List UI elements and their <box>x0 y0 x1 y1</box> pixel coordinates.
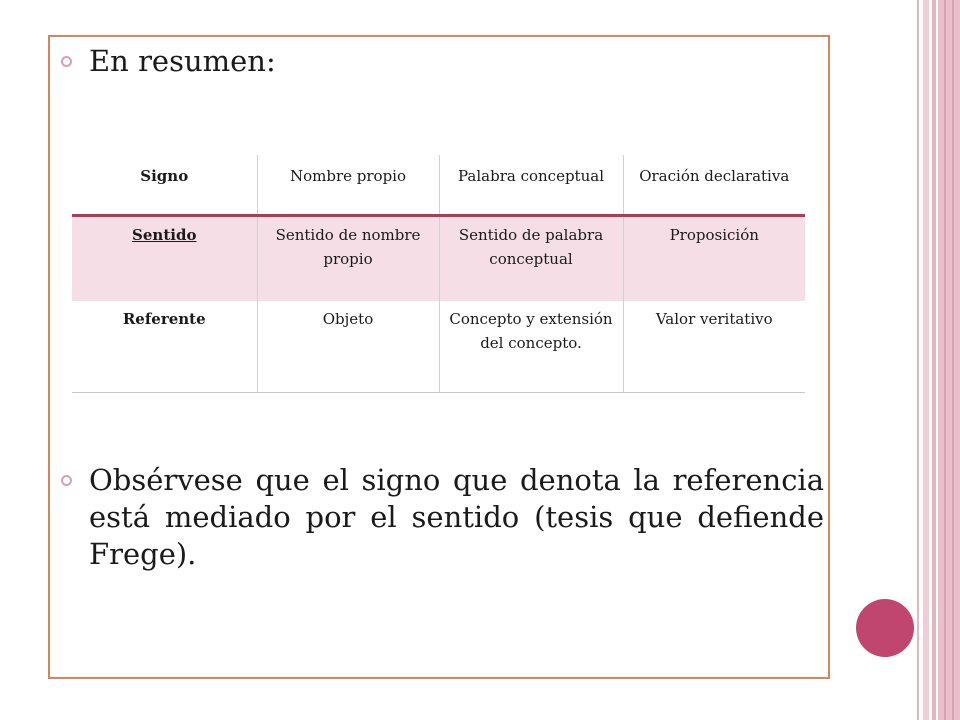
table-cell: Palabra conceptual <box>439 155 623 215</box>
summary-table <box>72 155 805 393</box>
decorative-stripe <box>917 0 919 720</box>
table-cell: Proposición <box>623 215 805 301</box>
table-header-row <box>72 155 805 215</box>
decorative-stripe <box>938 0 960 720</box>
bullet-icon <box>61 56 72 67</box>
table-cell: Sentido de nombre propio <box>257 215 439 301</box>
table-cell: Referente <box>122 310 206 328</box>
slide-heading: En resumen: <box>89 44 276 78</box>
table-cell: Sentido <box>72 215 257 301</box>
table-cell: Valor veritativo <box>623 301 805 392</box>
table-cell: Oración declarativa <box>623 155 805 215</box>
decorative-stripe <box>952 0 954 720</box>
table-cell: Nombre propio <box>257 155 439 215</box>
table-cell: Objeto <box>257 301 439 392</box>
table-row <box>72 301 805 392</box>
decorative-circle <box>856 599 914 657</box>
bullet-icon <box>61 475 72 486</box>
table-row <box>72 215 805 301</box>
slide-paragraph: Obsérvese que el signo que denota la referencia está mediado por el sentido (tesis que defiende Frege). <box>89 463 824 571</box>
decorative-stripe <box>932 0 936 720</box>
table-cell: Concepto y extensión del concepto. <box>439 301 623 392</box>
table-cell: Sentido de palabra conceptual <box>439 215 623 301</box>
table-cell: Signo <box>140 167 189 185</box>
decorative-stripe <box>944 0 946 720</box>
decorative-stripe <box>923 0 929 720</box>
